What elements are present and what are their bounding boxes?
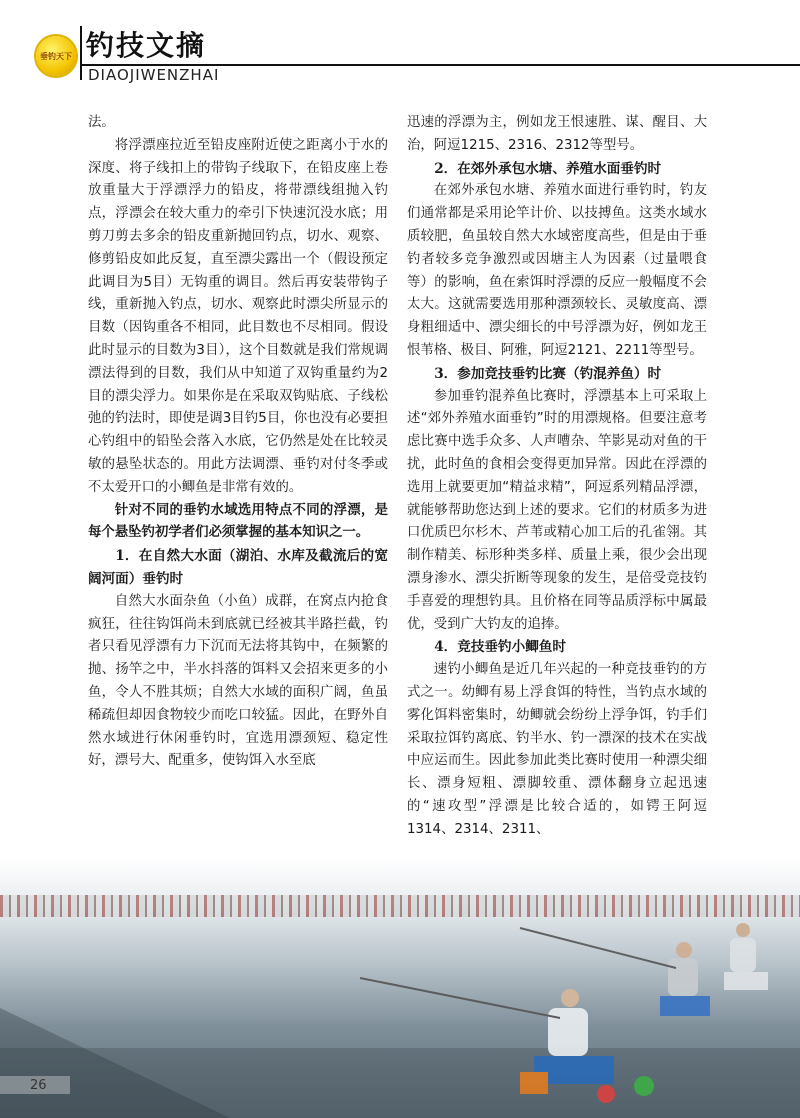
right-text-column [407, 112, 707, 842]
header-vertical-rule [80, 26, 82, 80]
section-title: 钓技文摘 [86, 29, 207, 62]
page-number: 26 [30, 1078, 47, 1093]
subheading: 1．在自然大水面（湖泊、水库及截流后的宽阔河面）垂钓时 [88, 548, 388, 587]
paragraph: 速钓小鲫鱼是近几年兴起的一种竞技垂钓的方式之一。幼鲫有易上浮食饵的特性，当钓点水域的雾化饵料密集时，幼鲫就会纷纷上浮争饵，钓手们采取拉饵钓离底、钓半水、钓一漂深的技术在实战中应运而生。因此参加此类比赛时使用一种漂尖细长、漂身短粗、漂脚较重、漂体翻身立起迅速的“速攻型”浮漂是比较合适的，如锷王阿逗1314、2314、2311、 [407, 662, 707, 837]
paragraph: 法。 [88, 115, 115, 130]
paragraph: 在郊外承包水塘、养殖水面进行垂钓时，钓友们通常都是采用论竿计价、以技搏鱼。这类水域水质较肥，鱼虽较自然大水域密度高些，但是由于垂钓者较多竞争激烈或因塘主人为因素（过量喂食等）的影响，鱼在索饵时浮漂的反应一般幅度不会太大。这就需要选用那种漂颈较长、灵敏度高、漂身粗细适中、漂尖细长的中号浮漂为好，例如龙王恨苇格、极目、阿雅，阿逗2121、2211等型号。 [407, 183, 707, 358]
logo-text: 垂钓天下 [40, 51, 72, 61]
angler-2 [520, 928, 710, 1016]
paragraph: 针对不同的垂钓水域选用特点不同的浮漂，是每个悬坠钓初学者们必须掌握的基本知识之一。 [88, 502, 388, 541]
left-text-column [88, 112, 388, 773]
subheading: 2．在郊外承包水塘、养殖水面垂钓时 [434, 160, 662, 177]
paragraph: 将浮漂座拉近至铅皮座附近使之距离小于水的深度、将子线扣上的带钩子线取下，在铅皮座上卷放重量大于浮漂浮力的铅皮，将带漂线组抛入钓点，浮漂会在较大重力的牵引下快速沉没水底；用剪刀剪去多余的铅皮重新抛回钓点，切水、观察、修剪铅皮如此反复，直至漂尖露出一个（假设预定此调目为5目）无钩重的调目。然后再安装带钩子线，重新抛入钓点，切水、观察此时漂尖所显示的目数（因钩重各不相同，此目数也不尽相同。假设此时显示的目数为3目），这个目数就是我们常规调漂法得到的目数，我们从中知道了双钩重量约为2目的漂尖浮力。如果你是在采取双钩贴底、子线松弛的钓法时，即使是调3目钓5目，你也没有必要担心钓组中的铅坠会落入水底，它仍然是处在比较灵敏的悬坠状态的。用此方法调漂、垂钓对付冬季或不太爱开口的小鲫鱼是非常有效的。 [88, 137, 388, 495]
angler-3 [724, 923, 768, 990]
subheading: 3．参加竞技垂钓比赛（钓混养鱼）时 [434, 365, 662, 382]
distant-crowd [0, 895, 800, 917]
paragraph: 迅速的浮漂为主，例如龙王恨速胜、谋、醒目、大治，阿逗1215、2316、2312等型号。 [407, 115, 707, 153]
fishing-photo [0, 858, 800, 1118]
magazine-logo [36, 36, 76, 76]
subheading: 4．竞技垂钓小鲫鱼时 [434, 639, 566, 656]
anglers-illustration [0, 858, 800, 1118]
section-subtitle: DIAOJIWENZHAI [88, 66, 220, 84]
paragraph: 参加垂钓混养鱼比赛时，浮漂基本上可采取上述“郊外养殖水面垂钓”时的用漂规格。但要注意考虑比赛中选手众多、人声嘈杂、竿影晃动对鱼的干扰，此时鱼的食相会变得更加异常。因此在浮漂的选用上就要更加“精益求精”，阿逗系列精品浮漂，就能够帮助您达到上述的要求。它们的材质多为进口优质巴尔杉木、芦苇或精心加工后的孔雀翎。其制作精美、标形种类多样、质量上乘，很少会出现漂身渗水、漂尖折断等现象的发生，是倍受竞技钓手喜爱的理想钓具。且价格在同等品质浮标中属最优，受到广大钓友的追捧。 [407, 388, 707, 632]
paragraph: 自然大水面杂鱼（小鱼）成群，在窝点内抢食疯狂，往往钩饵尚未到底就已经被其半路拦截，钓者只看见浮漂有力下沉而无法将其钩中，在频繁的抛、扬竿之中，半水抖落的饵料又会招来更多的小鱼，令人不胜其烦；自然大水域的面积广阔，鱼虽稀疏但却因食物较少而吃口较猛。因此，在野外自然水域进行休闲垂钓时，宜选用漂颈短、稳定性好，漂号大、配重多，使钩饵入水至底 [88, 593, 388, 769]
angler-1 [360, 978, 614, 1094]
